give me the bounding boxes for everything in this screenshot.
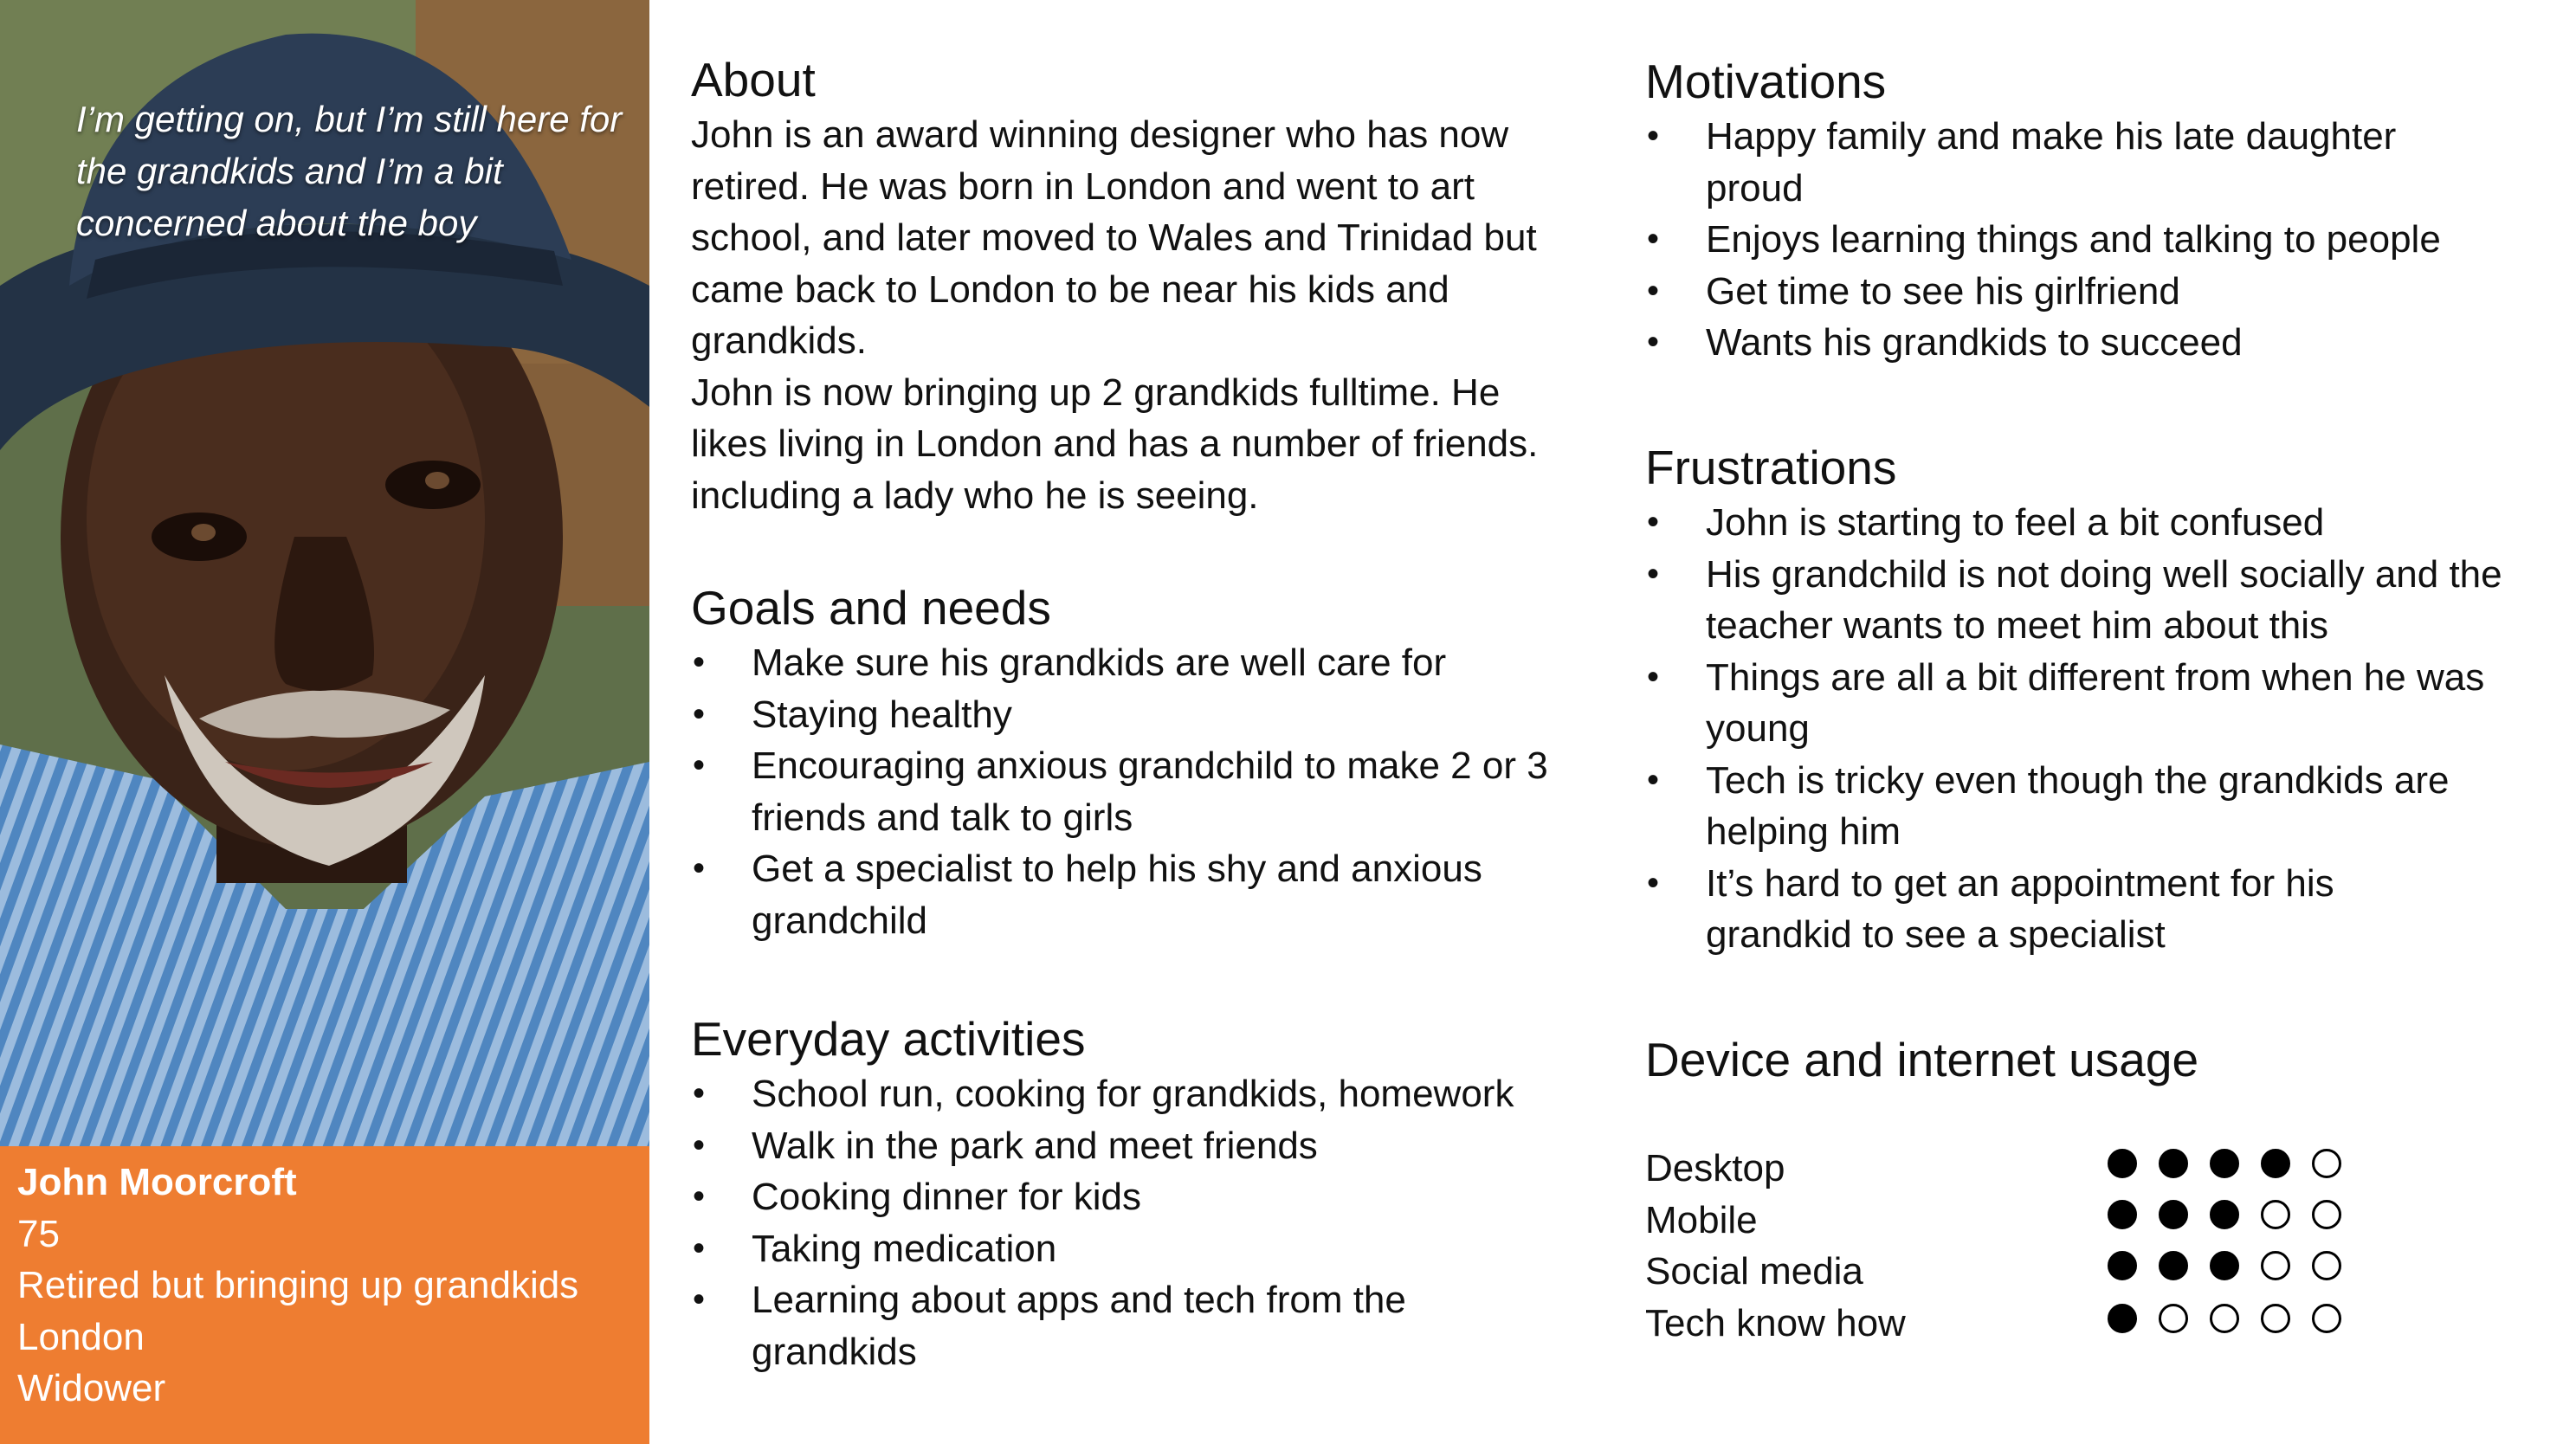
list-item xyxy=(691,843,1609,946)
about-section xyxy=(691,50,1609,521)
list-item-line: young xyxy=(1706,707,1810,750)
list-item xyxy=(691,1274,1609,1377)
persona-occupation: Retired but bringing up grandkids xyxy=(17,1264,579,1306)
frustrations-section xyxy=(1645,438,2563,961)
usage-label-tech-know-how: Tech know how xyxy=(1645,1302,1906,1344)
bullet-icon: • xyxy=(1647,323,1660,361)
list-item-line: Make sure his grandkids are well care for xyxy=(752,641,1447,684)
usage-heading: Device and internet usage xyxy=(1645,1033,2199,1086)
list-item xyxy=(691,1120,1609,1172)
list-item-line: Get time to see his girlfriend xyxy=(1706,269,2180,313)
motivations-list xyxy=(1645,111,2563,369)
filled-circle-icon xyxy=(2210,1200,2239,1229)
list-item-line: Tech is tricky even though the grandkids are xyxy=(1706,758,2450,802)
about-line: retired. He was born in London and went to art xyxy=(691,164,1475,208)
list-item xyxy=(1645,755,2563,858)
filled-circle-icon xyxy=(2210,1251,2239,1280)
list-item-line: teacher wants to meet him about this xyxy=(1706,604,2329,647)
list-item-line: Happy family and make his late daughter xyxy=(1706,115,2397,158)
filled-circle-icon xyxy=(2261,1149,2290,1178)
bullet-icon: • xyxy=(1647,220,1660,258)
bullet-icon: • xyxy=(1647,863,1660,902)
empty-circle-icon xyxy=(2261,1200,2290,1229)
bullet-icon: • xyxy=(693,1228,706,1267)
bullet-icon: • xyxy=(1647,657,1660,696)
goals-section xyxy=(691,578,1609,946)
list-item xyxy=(1645,549,2563,652)
list-item-line: Staying healthy xyxy=(752,693,1012,736)
empty-circle-icon xyxy=(2312,1251,2341,1280)
bullet-icon: • xyxy=(693,694,706,733)
list-item xyxy=(1645,652,2563,755)
empty-circle-icon xyxy=(2210,1304,2239,1333)
list-item-line: Cooking dinner for kids xyxy=(752,1176,1142,1218)
activities-list xyxy=(691,1068,1609,1377)
goals-heading: Goals and needs xyxy=(691,581,1051,635)
list-item-line: proud xyxy=(1706,166,1804,210)
persona-location: London xyxy=(17,1315,145,1358)
filled-circle-icon xyxy=(2159,1149,2188,1178)
filled-circle-icon xyxy=(2159,1251,2188,1280)
filled-circle-icon xyxy=(2159,1200,2188,1229)
list-item-line: Taking medication xyxy=(752,1227,1057,1270)
persona-photo xyxy=(0,0,649,1146)
list-item-line: grandkid to see a specialist xyxy=(1706,913,2166,956)
rating-mobile xyxy=(2108,1200,2341,1229)
list-item-line: Wants his grandkids to succeed xyxy=(1706,321,2243,364)
list-item-line: grandchild xyxy=(752,899,928,942)
list-item xyxy=(1645,858,2563,961)
list-item-line: grandkids xyxy=(752,1330,917,1373)
about-line: John is now bringing up 2 grandkids fulltime. He xyxy=(691,371,1501,414)
empty-circle-icon xyxy=(2312,1200,2341,1229)
list-item xyxy=(1645,317,2563,369)
list-item-line: School run, cooking for grandkids, homework xyxy=(752,1073,1514,1115)
bullet-icon: • xyxy=(693,746,706,784)
rating-desktop xyxy=(2108,1149,2341,1178)
bullet-icon: • xyxy=(1647,760,1660,799)
bullet-icon: • xyxy=(693,1125,706,1164)
about-line: school, and later moved to Wales and Trinidad but xyxy=(691,216,1537,259)
bullet-icon: • xyxy=(693,849,706,887)
about-line: likes living in London and has a number of friends. xyxy=(691,422,1539,465)
persona-status: Widower xyxy=(17,1367,166,1409)
empty-circle-icon xyxy=(2261,1251,2290,1280)
list-item xyxy=(1645,214,2563,266)
filled-circle-icon xyxy=(2108,1304,2137,1333)
list-item-line: Get a specialist to help his shy and anxious xyxy=(752,848,1482,890)
list-item-line: John is starting to feel a bit confused xyxy=(1706,501,2325,544)
bullet-icon: • xyxy=(1647,554,1660,593)
motivations-heading: Motivations xyxy=(1645,55,1887,108)
list-item xyxy=(691,1068,1609,1120)
usage-label-mobile: Mobile xyxy=(1645,1199,1758,1241)
motivations-section xyxy=(1645,52,2563,369)
empty-circle-icon xyxy=(2312,1149,2341,1178)
about-line: grandkids. xyxy=(691,319,868,362)
filled-circle-icon xyxy=(2108,1149,2137,1178)
persona-name: John Moorcroft xyxy=(17,1161,297,1203)
about-text xyxy=(691,109,1609,521)
usage-label-desktop: Desktop xyxy=(1645,1147,1785,1189)
list-item xyxy=(691,637,1609,689)
about-heading: About xyxy=(691,53,816,106)
about-line: came back to London to be near his kids and xyxy=(691,268,1449,311)
list-item xyxy=(1645,266,2563,318)
frustrations-heading: Frustrations xyxy=(1645,441,1897,494)
rating-tech-know-how xyxy=(2108,1304,2341,1333)
empty-circle-icon xyxy=(2312,1304,2341,1333)
list-item xyxy=(691,689,1609,741)
list-item xyxy=(1645,111,2563,214)
list-item xyxy=(1645,497,2563,549)
bullet-icon: • xyxy=(693,1074,706,1112)
empty-circle-icon xyxy=(2159,1304,2188,1333)
usage-section xyxy=(1645,1030,2563,1089)
filled-circle-icon xyxy=(2108,1200,2137,1229)
persona-age: 75 xyxy=(17,1212,60,1255)
list-item xyxy=(691,1171,1609,1223)
list-item-line: Things are all a bit different from when he was xyxy=(1706,655,2485,699)
empty-circle-icon xyxy=(2261,1304,2290,1333)
bullet-icon: • xyxy=(1647,271,1660,310)
bullet-icon: • xyxy=(693,643,706,681)
list-item-line: Learning about apps and tech from the xyxy=(752,1279,1406,1321)
persona-quote: I’m getting on, but I’m still here for the grandkids and I’m a bit concerned about the boy xyxy=(76,99,623,243)
bullet-icon: • xyxy=(1647,117,1660,155)
frustrations-list xyxy=(1645,497,2563,961)
bullet-icon: • xyxy=(693,1280,706,1318)
goals-list xyxy=(691,637,1609,946)
list-item-line: helping him xyxy=(1706,810,1901,853)
list-item-line: Walk in the park and meet friends xyxy=(752,1124,1318,1167)
profile-card xyxy=(0,1146,649,1444)
filled-circle-icon xyxy=(2108,1251,2137,1280)
list-item-line: friends and talk to girls xyxy=(752,796,1133,839)
list-item-line: Enjoys learning things and talking to people xyxy=(1706,218,2441,261)
list-item xyxy=(691,1223,1609,1275)
list-item-line: It’s hard to get an appointment for his xyxy=(1706,861,2334,905)
activities-heading: Everyday activities xyxy=(691,1012,1086,1066)
about-line: John is an award winning designer who has now xyxy=(691,113,1509,156)
list-item xyxy=(691,740,1609,843)
filled-circle-icon xyxy=(2210,1149,2239,1178)
usage-label-social-media: Social media xyxy=(1645,1250,1863,1293)
activities-section xyxy=(691,1009,1609,1377)
bullet-icon: • xyxy=(693,1177,706,1215)
list-item-line: Encouraging anxious grandchild to make 2 or 3 xyxy=(752,745,1548,787)
bullet-icon: • xyxy=(1647,503,1660,541)
list-item-line: His grandchild is not doing well socially and the xyxy=(1706,552,2502,596)
about-line: including a lady who he is seeing. xyxy=(691,474,1259,517)
rating-social-media xyxy=(2108,1251,2341,1280)
